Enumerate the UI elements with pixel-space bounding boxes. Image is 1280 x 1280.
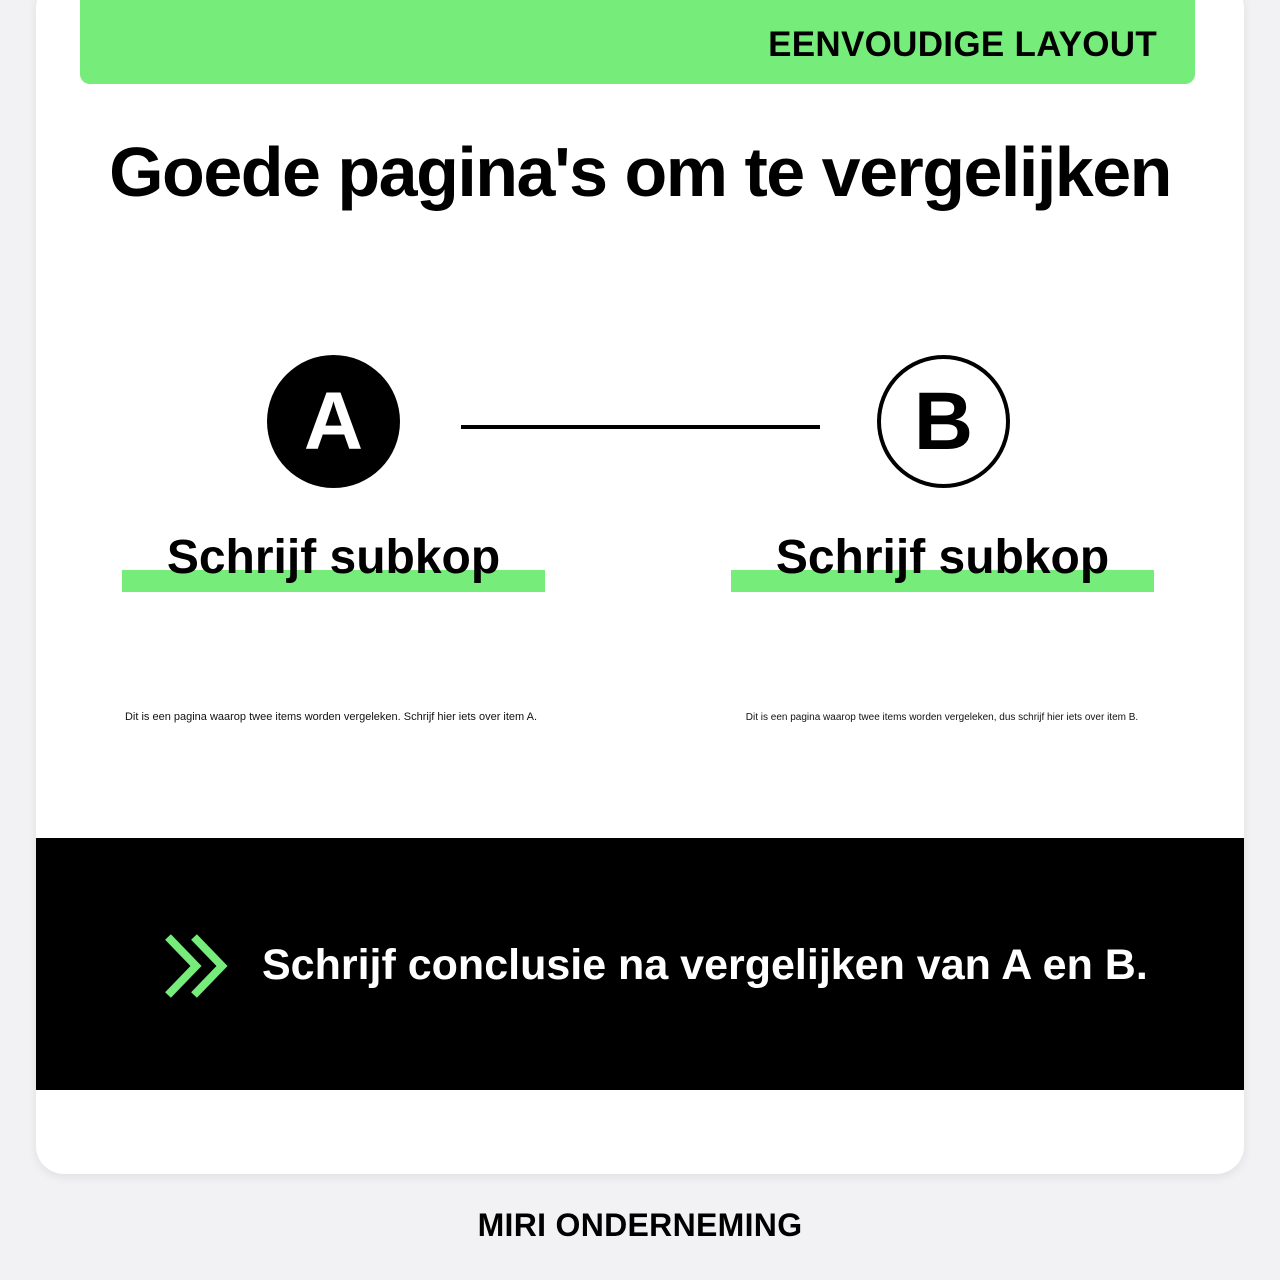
double-chevron-right-icon [162, 933, 232, 999]
footer-brand: MIRI ONDERNEMING [477, 1207, 803, 1243]
item-b-description: Dit is een pagina waarop twee items worden vergeleken, dus schrijf hier iets over item B. [745, 712, 1139, 723]
item-a-subheading [122, 528, 545, 592]
item-b-subheading-text: Schrijf subkop [775, 531, 1110, 584]
item-a-description: Dit is een pagina waarop twee items worden vergeleken. Schrijf hier iets over item A. [124, 711, 538, 723]
conclusion-text: Schrijf conclusie na vergelijken van A en B. [262, 941, 1148, 989]
connector-line [461, 425, 820, 429]
top-banner [80, 0, 1195, 84]
page-title: Goede pagina's om te vergelijken [109, 133, 1171, 211]
item-b-subheading [731, 528, 1154, 592]
content-card [36, 0, 1244, 1174]
item-a-subheading-text: Schrijf subkop [166, 531, 501, 584]
banner-label: EENVOUDIGE LAYOUT [768, 25, 1157, 64]
conclusion-band [36, 838, 1244, 1090]
item-a-badge: A [267, 355, 400, 488]
item-b-badge: B [877, 355, 1010, 488]
